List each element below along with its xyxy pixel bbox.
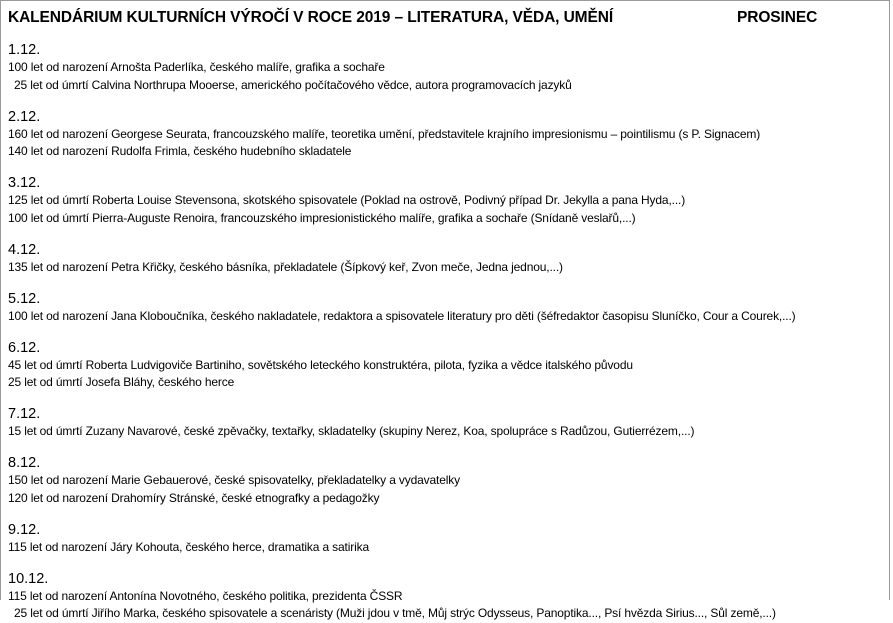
day-block [8,41,885,94]
day-date: 3.12. [8,175,41,191]
month-name: PROSINEC [737,9,818,26]
anniversary-entry: 25 let od úmrtí Jiřího Marka, českého spisovatele a scenáristy (Muži jdou v tmě, Můj strýc Odysseus, Panoptika..., Psí hvězda Sirius..., Sůl země,...) [14,606,776,620]
anniversary-list [8,41,885,623]
day-block [8,521,885,557]
anniversary-entry: 45 let od úmrtí Roberta Ludvigoviče Bartiniho, sovětského leteckého konstruktéra, pilota, fyzika a vědce italského původu [8,357,633,372]
day-block [8,454,885,507]
anniversary-entry: 25 let od úmrtí Josefa Bláhy, českého herce [8,375,235,389]
anniversary-entry: 15 let od úmrtí Zuzany Navarové, české zpěvačky, textařky, skladatelky (skupiny Nerez, Koa, spolupráce s Radůzou, Gutierrézem,...) [8,424,695,438]
day-date: 6.12. [8,339,41,356]
anniversary-entry: 160 let od narození Georgese Seurata, francouzského malíře, teoretika umění, představitele krajního impresionismu – pointilismu (s P. Signacem) [8,126,761,141]
day-date: 8.12. [8,455,41,471]
day-date: 1.12. [8,42,41,58]
anniversary-entry: 120 let od narození Drahomíry Stránské, české etnografky a pedagožky [8,490,380,505]
day-block [8,241,885,277]
day-block [8,174,885,227]
anniversary-entry: 140 let od narození Rudolfa Frimla, českého hudebního skladatele [8,144,352,158]
calendar-title: KALENDÁRIUM KULTURNÍCH VÝROČÍ V ROCE 2019 – LITERATURA, VĚDA, UMĚNÍ [8,9,614,26]
anniversary-entry: 115 let od narození Járy Kohouta, českého herce, dramatika a satirika [8,539,369,554]
day-date: 9.12. [8,521,41,538]
day-block [8,570,885,623]
day-date: 2.12. [8,108,41,125]
day-block [8,108,885,161]
day-date: 5.12. [8,290,41,307]
anniversary-entry: 100 let od narození Jana Kloboučníka, českého nakladatele, redaktora a spisovatele literatury pro děti (šéfredaktor časopisu Sluníčko, Cour a Courek,...) [8,308,796,323]
day-block [8,339,885,392]
anniversary-entry: 25 let od úmrtí Calvina Northrupa Mooerse, amerického počítačového vědce, autora programovacích jazyků [14,77,572,92]
anniversary-entry: 125 let od úmrtí Roberta Louise Stevensona, skotského spisovatele (Poklad na ostrově, Podivný případ Dr. Jekylla a pana Hyda,...) [8,193,686,207]
calendar-header [8,9,885,29]
day-date: 7.12. [8,406,41,422]
day-date: 4.12. [8,241,41,258]
anniversary-entry: 150 let od narození Marie Gebauerové, české spisovatelky, překladatelky a vydavatelky [8,473,460,487]
day-block [8,290,885,326]
anniversary-entry: 135 let od narození Petra Křičky, českého básníka, překladatele (Šípkový keř, Zvon meče, Jedna jednou,...) [8,259,563,274]
anniversary-entry: 100 let od úmrtí Pierra-Auguste Renoira, francouzského impresionistického malíře, grafika a sochaře (Snídaně veslařů,...) [8,210,636,225]
day-date: 10.12. [8,570,49,587]
anniversary-entry: 100 let od narození Arnošta Paderlíka, českého malíře, grafika a sochaře [8,60,385,74]
day-block [8,405,885,441]
anniversary-entry: 115 let od narození Antonína Novotného, českého politika, prezidenta ČSSR [8,588,403,603]
